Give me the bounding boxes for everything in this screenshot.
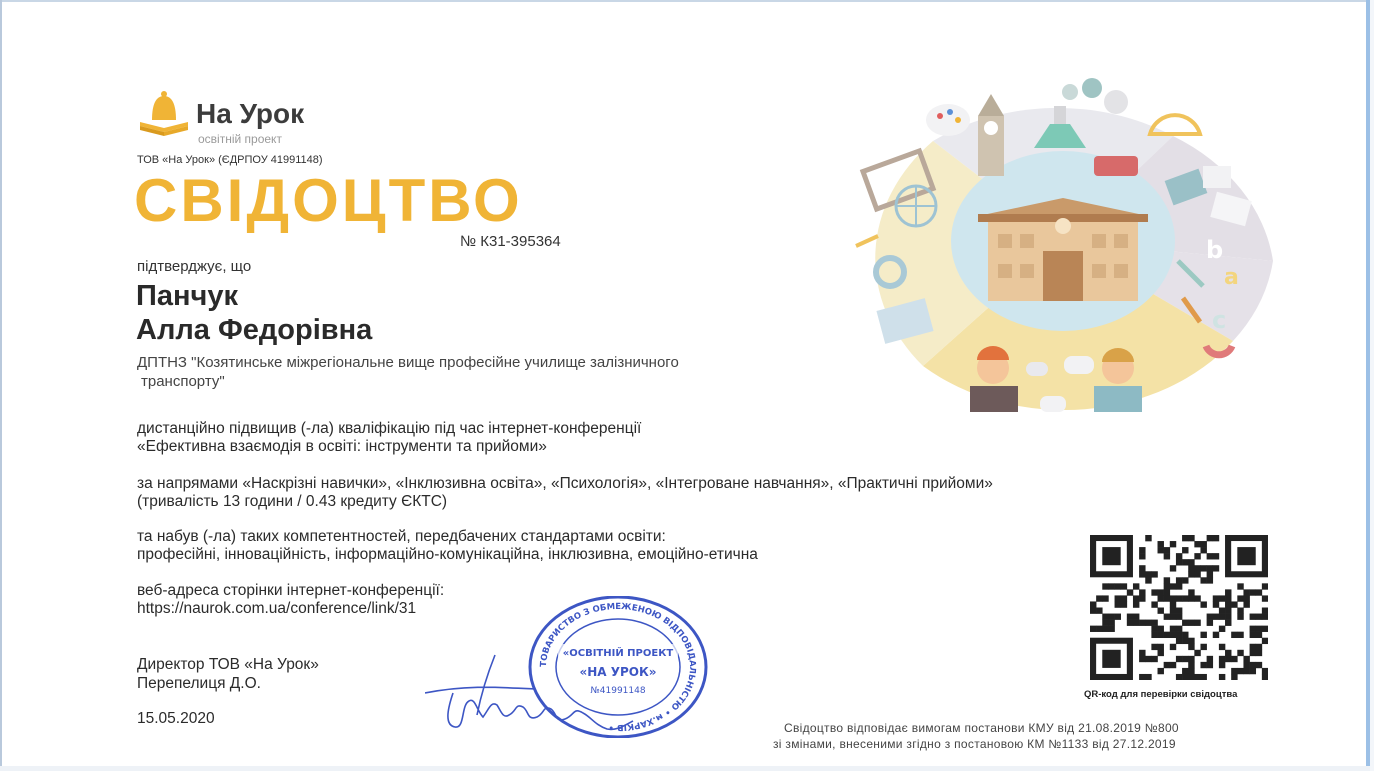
frame-top xyxy=(0,0,1370,2)
organization-line-2: транспорту" xyxy=(141,373,225,390)
brand-subtitle: освітній проект xyxy=(198,132,282,146)
director-name: Перепелиця Д.О. xyxy=(137,675,261,692)
qr-caption: QR-код для перевірки свідоцтва xyxy=(1084,689,1238,700)
frame-left xyxy=(0,0,2,771)
stamp-line-2: «НА УРОК» xyxy=(579,665,657,679)
qualification-line-1: дистанційно підвищив (-ла) кваліфікацію під час інтернет-конференції xyxy=(137,420,642,437)
arrow-icon xyxy=(856,236,878,246)
education-illustration xyxy=(828,66,1298,416)
footer-line-2: зі змінами, внесеними згідно з постановою КМ №1133 від 27.12.2019 xyxy=(773,737,1176,751)
frame-right-edge xyxy=(1370,0,1374,771)
certificate-number: № К31-395364 xyxy=(460,233,561,250)
directions-line-2: (тривалість 13 години / 0.43 кредиту ЄКТС) xyxy=(137,493,448,510)
competences-line-1: та набув (-ла) таких компетентностей, передбачених стандартами освіти: xyxy=(137,528,666,545)
recipient-given-names: Алла Федорівна xyxy=(136,314,373,346)
organization-line-1: ДПТНЗ "Козятинське міжрегіональне вище професійне училище залізничного xyxy=(137,354,679,371)
bell-book-icon xyxy=(138,90,190,140)
web-address-label: веб-адреса сторінки інтернет-конференції: xyxy=(137,582,445,599)
stamp-line-3: №41991148 xyxy=(590,686,646,696)
svg-text:c: c xyxy=(1212,306,1227,334)
qualification-line-2: «Ефективна взаємодія в освіті: інструменти та прийоми» xyxy=(137,438,547,455)
school-icon xyxy=(978,198,1148,301)
directions-line-1: за напрямами «Наскрізні навички», «Інклюзивна освіта», «Психологія», «Інтегроване навчання», «Практичні прийоми» xyxy=(137,475,993,492)
web-address-url[interactable]: https://naurok.com.ua/conference/link/31 xyxy=(137,600,417,617)
bus-icon xyxy=(1094,156,1138,176)
director-signature xyxy=(425,645,635,740)
confirms-text: підтверджує, що xyxy=(137,258,252,275)
certificate-title: СВІДОЦТВО xyxy=(134,167,523,234)
company-info: ТОВ «На Урок» (ЄДРПОУ 41991148) xyxy=(137,154,323,166)
stamp-ring-text: ТОВАРИСТВО З ОБМЕЖЕНОЮ ВІДПОВІДАЛЬНІСТЮ • м.ХАРКІВ • xyxy=(538,601,698,733)
qr-code[interactable] xyxy=(1090,535,1268,680)
recipient-surname: Панчук xyxy=(136,280,238,312)
frame-bottom xyxy=(0,766,1370,771)
brand-name: На Урок xyxy=(196,98,305,129)
competences-line-2: професійні, інноваційність, інформаційно-комунікаційна, інклюзивна, емоційно-етична xyxy=(137,546,758,563)
svg-text:b: b xyxy=(1206,236,1224,264)
clock-tower-icon xyxy=(978,94,1004,176)
issue-date: 15.05.2020 xyxy=(137,710,215,727)
stamp-line-1: «ОСВІТНІЙ ПРОЕКТ xyxy=(562,648,674,659)
director-title: Директор ТОВ «На Урок» xyxy=(137,656,319,673)
svg-text:a: a xyxy=(1224,265,1239,290)
footer-line-1: Свідоцтво відповідає вимогам постанови КМУ від 21.08.2019 №800 xyxy=(784,721,1179,735)
palette-icon xyxy=(926,104,970,136)
